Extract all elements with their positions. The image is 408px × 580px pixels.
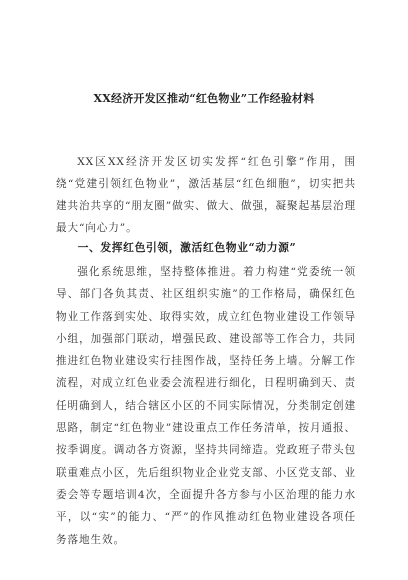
section-heading: 一、发挥红色引领，激活红色物业“动力源” [77, 241, 297, 254]
document-title: XX经济开发区推动“红色物业”工作经验材料 [93, 92, 315, 105]
intro-paragraph: XX区XX经济开发区切实发挥“红色引擎”作用，围绕“党建引领红色物业”，激活基层“红色细胞”，切实把共建共治共享的“朋友圈”做实、做大、做强，凝聚起基层治理最大“向心力”。 [56, 156, 356, 234]
section-body-paragraph: 强化系统思维，坚持整体推进。着力构建“党委统一领导、部门各负其责、社区组织实施”的工作格局，确保红色物业工作落到实处、取得实效，成立红色物业建设工作领导小组，加强部门联动，增强民政、建设部等工作合力，共同推进红色物业建设实行挂图作战，坚持任务上墙。分解工作流程，对成立红色业委会流程进行细化，日程明确到天、责任明确到人，结合辖区小区的不同实际情况，分类制定创建思路，制定“红色物业”建设重点工作任务清单，按月通报、按季调度。调动各方资源，坚持共同缔造。党政班子带头包联重难点小区，先后组织物业企业党支部、小区党支部、业委会等专题培训4次，全面提升各方参与小区治理的能力水平，以“实”的能力、“严”的作风推动红色物业建设各项任务落地生效。 [56, 266, 356, 546]
